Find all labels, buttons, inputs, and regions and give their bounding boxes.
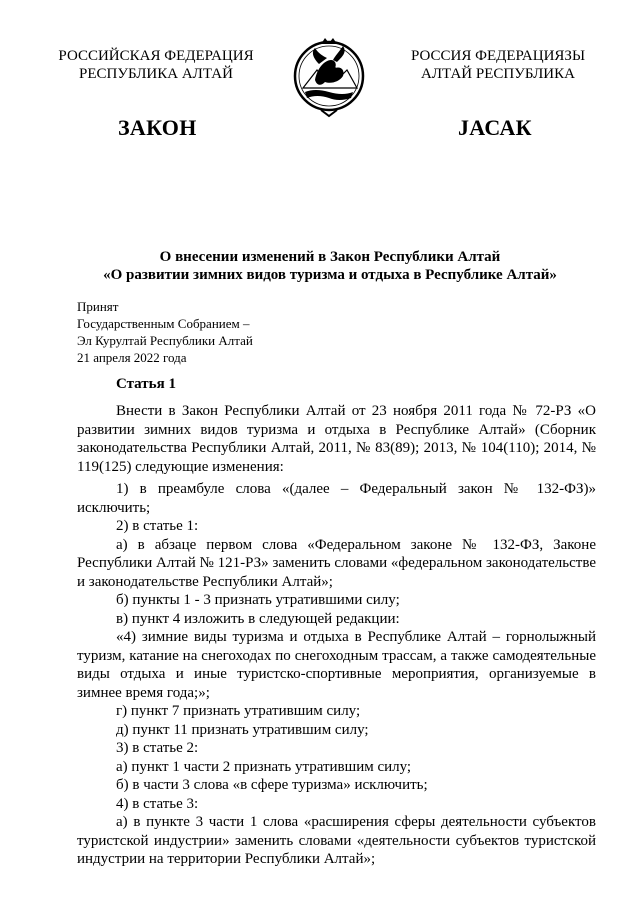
adoption-block [77, 298, 253, 366]
article-body [77, 402, 596, 869]
paragraph-item-1: 1) в преамбуле слова «(далее – Федеральный закон № 132-ФЗ)» исключить; [77, 481, 596, 516]
paragraph-item-3a: а) пункт 1 части 2 признать утратившим силу; [116, 758, 412, 775]
header-right-republic: АЛТАЙ РЕСПУБЛИКА [421, 66, 575, 82]
article-heading: Статья 1 [116, 376, 176, 392]
paragraph-new-item-4: «4) зимние виды туризма и отдыха в Республике Алтай – горнолыжный туризм, катание на снегоходах по снегоходным трассам, а также самодеятельные виды отдыха и иные туристско-спортивные мероприятия, организуемые в зимнее время года;»; [77, 629, 596, 701]
header-left-country: РОССИЙСКАЯ ФЕДЕРАЦИЯ [58, 48, 254, 64]
adoption-line-1: Принят [77, 299, 119, 314]
paragraph-item-2v: в) пункт 4 изложить в следующей редакции: [116, 610, 400, 627]
paragraph-item-3: 3) в статье 2: [116, 740, 199, 756]
paragraph-intro: Внести в Закон Республики Алтай от 23 ноября 2011 года № 72-РЗ «О развитии зимних видов туризма и отдыха в Республике Алтай» (Сборник законодательства Республики Алтай, 2011, № 83(89); 2013, № 104(110); 2014, № 119(125) следующие изменения: [77, 403, 596, 475]
paragraph-item-2a: а) в абзаце первом слова «Федеральном законе № 132-ФЗ, Законе Республики Алтай № 121-РЗ» заменить словами «федеральном законодательстве и законодательстве Республики Алтай»; [77, 536, 596, 590]
law-word-altai: ЈАСАК [458, 115, 532, 140]
adoption-line-3: Эл Курултай Республики Алтай [77, 333, 253, 348]
header-right [398, 47, 598, 83]
paragraph-item-2b: б) пункты 1 - 3 признать утратившими силу; [116, 592, 400, 608]
law-title-line-1: О внесении изменений в Закон Республики Алтай [159, 249, 501, 265]
law-word-russian: ЗАКОН [118, 115, 197, 140]
paragraph-item-2d: д) пункт 11 признать утратившим силу; [116, 721, 369, 738]
law-title [60, 248, 600, 284]
paragraph-item-3b: б) в части 3 слова «в сфере туризма» исключить; [116, 777, 428, 793]
paragraph-item-2: 2) в статье 1: [116, 518, 199, 534]
law-title-line-2: «О развитии зимних видов туризма и отдыха в Республике Алтай» [103, 267, 557, 283]
paragraph-item-4a: а) в пункте 3 части 1 слова «расширения сферы деятельности субъектов туристской индустрии» заменить словами «деятельности субъектов туристской индустрии на территории Республики Алтай»; [77, 814, 596, 867]
paragraph-item-4: 4) в статье 3: [116, 795, 199, 812]
adoption-date: 21 апреля 2022 года [77, 350, 187, 365]
paragraph-item-2g: г) пункт 7 признать утратившим силу; [116, 703, 361, 719]
header-left-republic: РЕСПУБЛИКА АЛТАЙ [79, 66, 233, 82]
header-right-country: РОССИЯ ФЕДЕРАЦИЯЗЫ [410, 48, 586, 64]
header-left [50, 47, 262, 83]
adoption-line-2: Государственным Собранием – [77, 316, 250, 331]
altai-republic-emblem-icon [291, 30, 367, 120]
